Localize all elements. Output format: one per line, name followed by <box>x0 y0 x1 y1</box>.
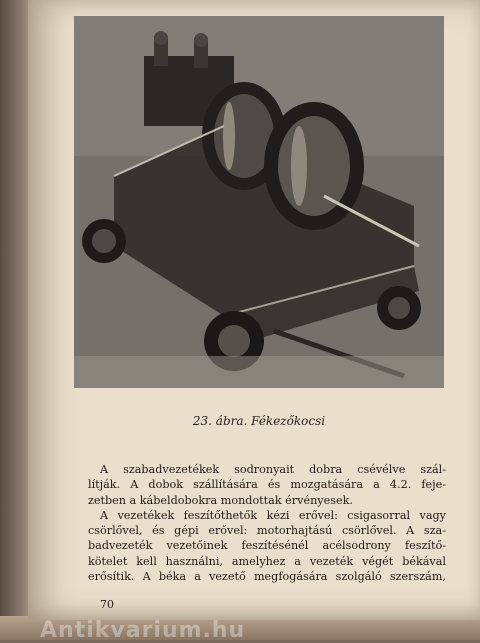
body-line: A vezetékek feszítőthetők kézi erővel: csigasorral vagy <box>100 508 446 522</box>
body-line: kötelet kell használni, amelyhez a vezeték végét békával <box>88 554 446 568</box>
figure-caption: 23. ábra. Fékezőkocsi <box>192 414 326 428</box>
body-line: zetben a kábeldobokra mondottak érvényesek. <box>88 493 353 507</box>
figure-photo <box>74 16 444 388</box>
body-line: badvezeték vezetőinek feszítésénél acélsodrony feszítő- <box>88 539 446 553</box>
body-line: erősítik. A béka a vezető megfogására szolgáló szerszám, <box>88 570 446 584</box>
watermark: Antikvarium.hu <box>40 618 246 643</box>
page-number: 70 <box>100 598 114 611</box>
body-line: A szabadvezetékek sodronyait dobra csévélve szál- <box>100 463 446 476</box>
body-paragraphs <box>88 462 446 584</box>
brake-cart-photo-icon <box>74 16 444 388</box>
body-line: lítják. A dobok szállítására és mozgatására a 4.2. feje- <box>88 478 446 492</box>
body-line: csörlővel, és gépi erővel: motorhajtású csörlővel. A sza- <box>88 524 446 538</box>
